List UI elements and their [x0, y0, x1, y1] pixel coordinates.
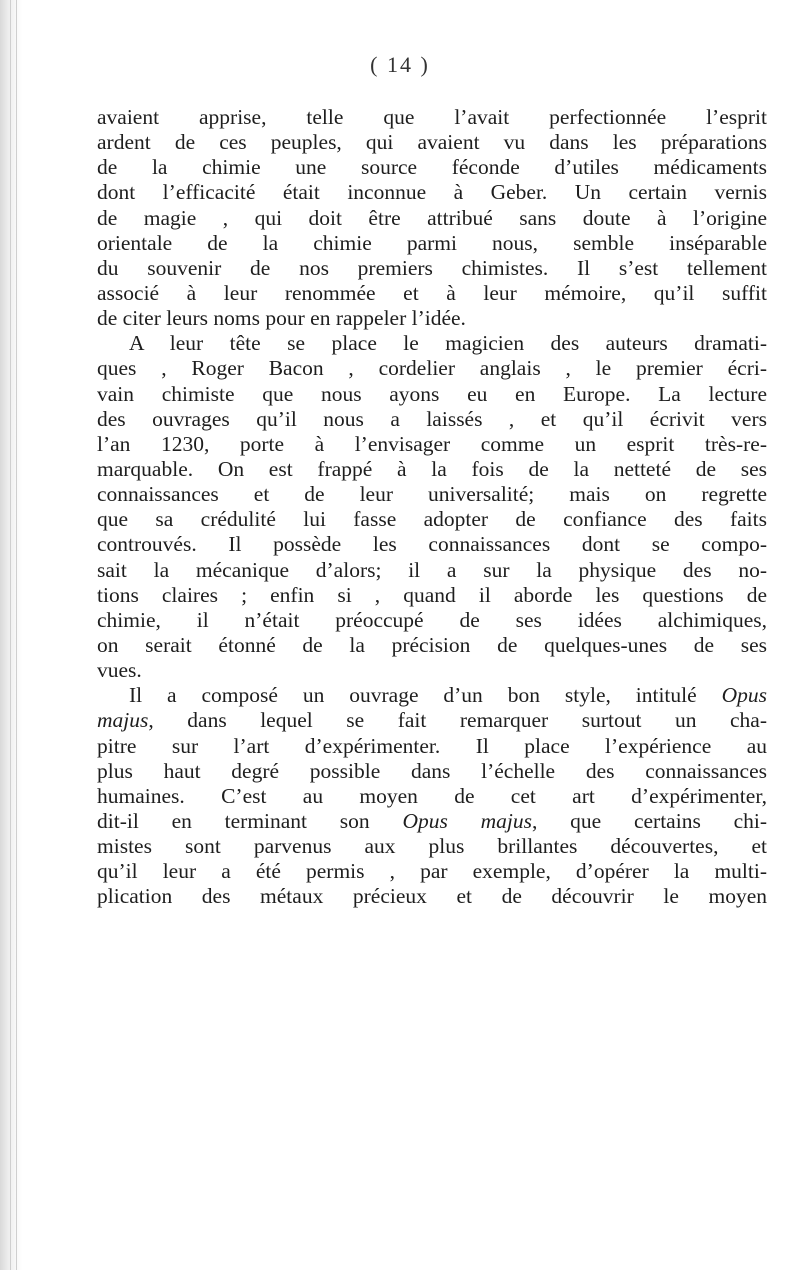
title-italic: Opus majus — [402, 808, 532, 833]
text-line: ardent de ces peuples, qui avaient vu dans les préparations — [97, 130, 767, 155]
text-line: vain chimiste que nous ayons eu en Europe. La lecture — [97, 381, 767, 406]
text-line: plus haut degré possible dans l’échelle des connaissances — [97, 758, 767, 783]
text-line: controuvés. Il possède les connaissances dont se compo- — [97, 532, 767, 557]
text-line: plication des métaux précieux et de découvrir le moyen — [97, 884, 767, 909]
text-line: l’an 1230, porte à l’envisager comme un esprit très-re- — [97, 431, 767, 456]
title-italic: majus — [97, 708, 149, 733]
text-line: humaines. C’est au moyen de cet art d’expérimenter, — [97, 783, 767, 808]
text-line: qu’il leur a été permis , par exemple, d’opérer la multi- — [97, 859, 767, 884]
text-line: avaient apprise, telle que l’avait perfectionnée l’esprit — [97, 105, 767, 129]
text-span: , que certains chi- — [532, 808, 767, 833]
text-line: mistes sont parvenus aux plus brillantes découvertes, et — [97, 834, 767, 859]
text-line: vues. — [97, 658, 142, 683]
text-line — [97, 809, 767, 834]
text-line: sait la mécanique d’alors; il a sur la physique des no- — [97, 557, 767, 582]
text-line: associé à leur renommée et à leur mémoire, qu’il suffit — [97, 280, 767, 305]
body-text — [97, 105, 767, 910]
text-line — [97, 683, 767, 708]
binding-line — [10, 0, 11, 1270]
text-line — [97, 708, 767, 733]
title-italic: Opus — [721, 683, 767, 708]
text-line: connaissances et de leur universalité; mais on regrette — [97, 482, 767, 507]
text-line: dont l’efficacité était inconnue à Geber. Un certain vernis — [97, 180, 767, 205]
text-span: Il a composé un ouvrage d’un bon style, intitulé — [129, 683, 697, 708]
text-line: marquable. On est frappé à la fois de la netteté de ses — [97, 456, 767, 481]
text-line: tions claires ; enfin si , quand il aborde les questions de — [97, 582, 767, 607]
text-span: , dans lequel se fait remarquer surtout un cha- — [148, 708, 767, 733]
text-line: chimie, il n’était préoccupé de ses idées alchimiques, — [97, 607, 767, 632]
text-span: dit-il en terminant son — [97, 808, 370, 833]
text-line: A leur tête se place le magicien des auteurs dramati- — [129, 331, 767, 356]
text-line: ques , Roger Bacon , cordelier anglais , le premier écri- — [97, 356, 767, 381]
text-line: de citer leurs noms pour en rappeler l’idée. — [97, 306, 466, 331]
text-line: de magie , qui doit être attribué sans doute à l’origine — [97, 205, 767, 230]
text-line: que sa crédulité lui fasse adopter de confiance des faits — [97, 507, 767, 532]
binding-line — [16, 0, 17, 1270]
text-line: des ouvrages qu’il nous a laissés , et qu’il écrivit vers — [97, 406, 767, 431]
text-line: de la chimie une source féconde d’utiles médicaments — [97, 155, 767, 180]
page-number: ( 14 ) — [370, 52, 430, 77]
page-binding-edge — [0, 0, 22, 1270]
text-line: on serait étonné de la précision de quelques-unes de ses — [97, 632, 767, 657]
text-line: du souvenir de nos premiers chimistes. Il s’est tellement — [97, 255, 767, 280]
text-line: pitre sur l’art d’expérimenter. Il place l’expérience au — [97, 733, 767, 758]
text-line: orientale de la chimie parmi nous, semble inséparable — [97, 230, 767, 255]
